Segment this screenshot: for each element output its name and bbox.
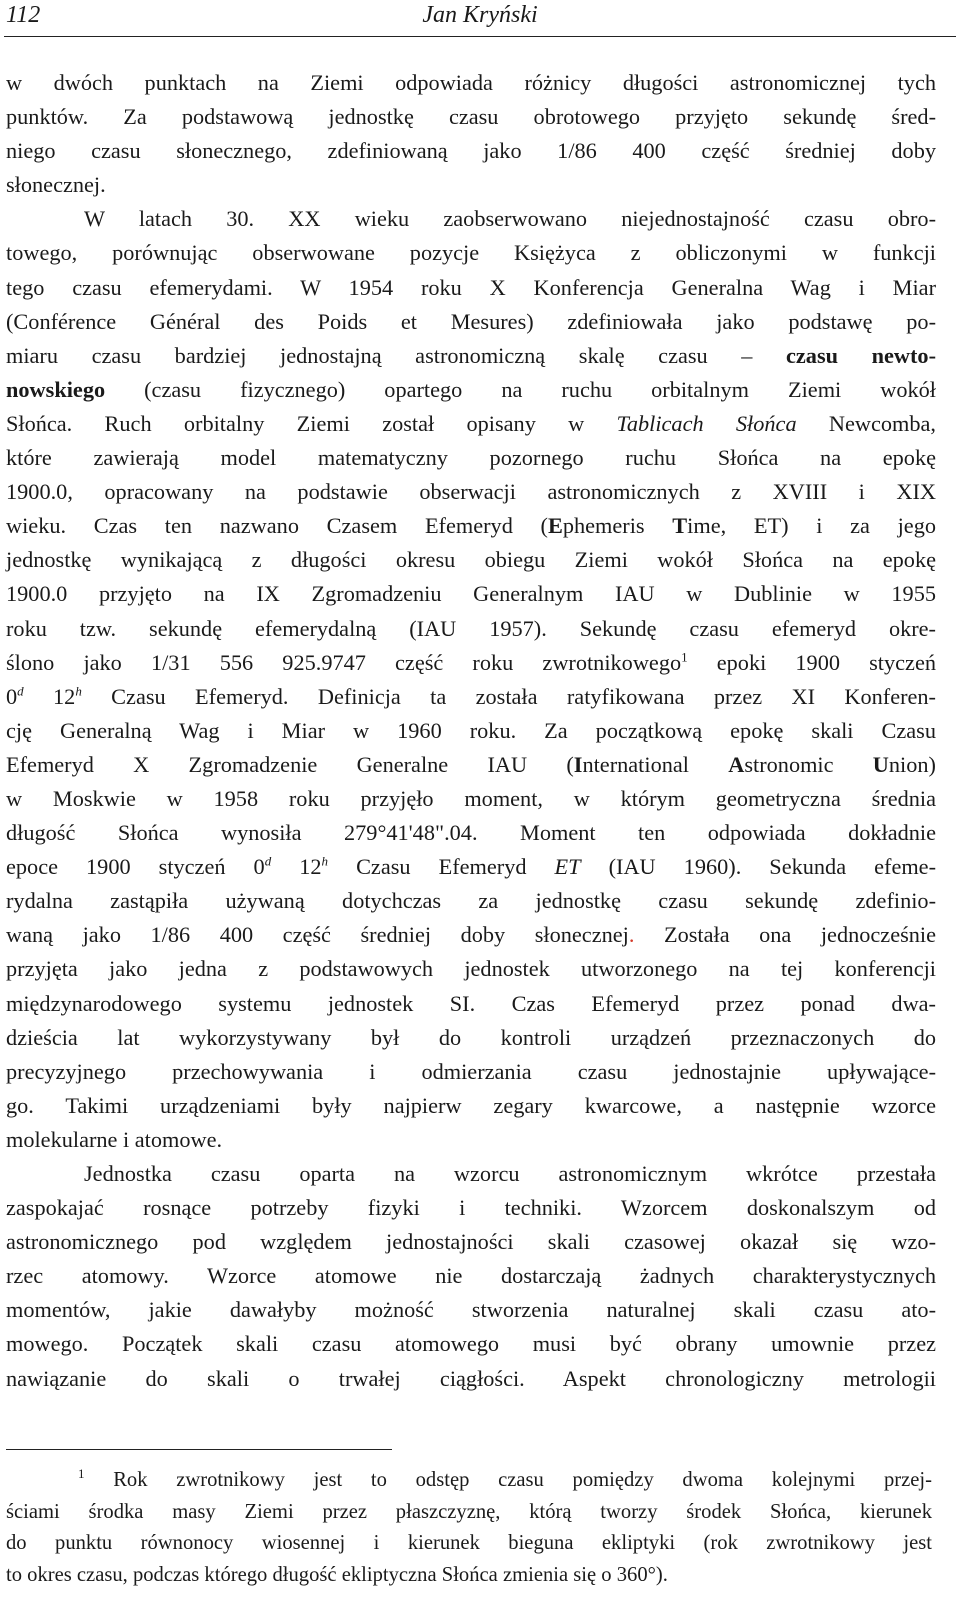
text-line: ślono jako 1/31 556 925.9747 część roku zwrotnikowego$^1$ epoki 1900 styczeń [6,649,936,675]
footnote-number: 1 [78,1466,85,1482]
text-line: mowego. Początek skali czasu atomowego musi być obrany umownie przez [6,1331,936,1357]
text-line: wieku. Czas ten nazwano Czasem Efemeryd (Ephemeris Time, ET) i za jego [6,513,936,539]
text-line: momentów, jakie dawałyby możność stworzenia naturalnej skali czasu ato- [6,1297,936,1323]
text-line: go. Takimi urządzeniami były najpierw zegary kwarcowe, a następnie wzorce [6,1092,936,1118]
text-line: precyzyjnego przechowywania i odmierzania czasu jednostajnie upływające- [6,1058,936,1084]
italic-title: Tablicach Słońca [616,410,797,436]
running-head-author: Jan Kryński [422,2,538,28]
text-line: cję Generalną Wag i Miar w 1960 roku. Za początkową epokę skali Czasu [6,717,936,743]
text-line: ściami środka masy Ziemi przez płaszczyznę, którą tworzy środek Słońca, kierunek [6,1500,932,1523]
page-number: 112 [6,2,41,28]
text-line: W latach 30. XX wieku zaobserwowano niejednostajność czasu obro- [84,206,936,232]
text-line: niego czasu słonecznego, zdefiniowaną jako 1/86 400 część średniej doby [6,138,936,164]
text-line: (Conférence Général des Poids et Mesures) zdefiniowała jako podstawę po- [6,308,936,334]
text-line: astronomicznego pod względem jednostajności skali czasowej okazał się wzo- [6,1229,936,1255]
text-line: przyjęta jako jedna z podstawowych jednostek utworzonego na tej konferencji [6,956,936,982]
bold-term: czasu newto- [786,342,936,368]
main-text [6,66,936,1396]
bold-term: nowskiego [6,376,106,402]
text-line: roku tzw. sekundę efemerydalną (IAU 1957). Sekundę czasu efemeryd okre- [6,615,936,641]
text-line: miaru czasu bardziej jednostajną astronomiczną skalę czasu – czasu newto- [6,342,936,368]
text-line: $^1$ Rok zwrotnikowy jest to odstęp czasu pomiędzy dwoma kolejnymi przej- [78,1466,932,1491]
text-line: molekularne i atomowe. [6,1126,223,1152]
text-line: w Moskwie w 1958 roku przyjęło moment, w którym geometryczna średnia [6,785,936,811]
footnote-separator [6,1449,392,1450]
paragraph [6,1157,936,1396]
paragraph [6,202,936,1157]
text-line: nowskiego (czasu fizycznego) opartego na ruchu orbitalnym Ziemi wokół [6,376,936,402]
text-line: tego czasu efemerydami. W 1954 roku X Konferencja Generalna Wag i Miar [6,274,936,300]
text-line: 1900.0 przyjęto na IX Zgromadzeniu Generalnym IAU w Dublinie w 1955 [6,581,936,607]
text-line: które zawierają model matematyczny pozornego ruchu Słońca na epokę [6,445,936,471]
text-line: zaspokajać rosnące potrzeby fizyki i techniki. Wzorcem doskonalszym od [6,1195,936,1221]
text-line: waną jako 1/86 400 część średniej doby słonecznej. Została ona jednocześnie [6,922,937,948]
footnote-marker[interactable]: 1 [681,649,688,665]
text-line: słonecznej. [6,172,106,198]
footnote [6,1465,932,1592]
text-line: rydalna zastąpiła używaną dotychczas za jednostkę czasu sekundę zdefinio- [6,888,936,914]
text-line: Jednostka czasu oparta na wzorcu astronomicznym wkrótce przestała [84,1161,936,1186]
text-line: dzieścia lat wykorzystywany był do kontroli urządzeń przeznaczonych do [6,1024,936,1050]
text-line: w dwóch punktach na Ziemi odpowiada różnicy długości astronomicznej tych [6,70,936,95]
text-line: punktów. Za podstawową jednostkę czasu obrotowego przyjęto sekundę śred- [6,104,936,130]
text-line: długość Słońca wynosiła 279°41'48".04. Moment ten odpowiada dokładnie [6,820,936,846]
text-line: 0$^d$ 12$^h$ Czasu Efemeryd. Definicja ta została ratyfikowana przez XI Konferen- [6,683,936,709]
text-line: 1900.0, opracowany na podstawie obserwacji astronomicznych z XVIII i XIX [6,479,936,505]
text-line: rzec atomowy. Wzorce atomowe nie dostarczają żadnych charakterystycznych [6,1263,936,1289]
text-line: to okres czasu, podczas którego długość ekliptyczna Słońca zmienia się o 360°). [6,1564,668,1587]
text-line: jednostkę wynikającą z długości okresu obiegu Ziemi wokół Słońca na epokę [6,547,936,573]
text-line: towego, porównując obserwowane pozycje Księżyca z obliczonymi w funkcji [6,240,936,266]
text-line: do punktu równonocy wiosennej i kierunek bieguna ekliptyki (rok zwrotnikowy jest [6,1532,932,1555]
text-line: nawiązanie do skali o trwałej ciągłości. Aspekt chronologiczny metrologii [6,1365,936,1391]
text-line: Słońca. Ruch orbitalny Ziemi został opisany w Tablicach Słońca Newcomba, [6,410,936,436]
highlighted-period: . [628,922,635,948]
text-line: Efemeryd X Zgromadzenie Generalne IAU (International Astronomic Union) [6,751,936,777]
text-line: epoce 1900 styczeń 0$^d$ 12$^h$ Czasu Efemeryd ET (IAU 1960). Sekunda efeme- [6,853,937,880]
text-line: międzynarodowego systemu jednostek SI. Czas Efemeryd przez ponad dwa- [6,990,936,1016]
paragraph [6,66,936,202]
running-header [4,0,956,37]
